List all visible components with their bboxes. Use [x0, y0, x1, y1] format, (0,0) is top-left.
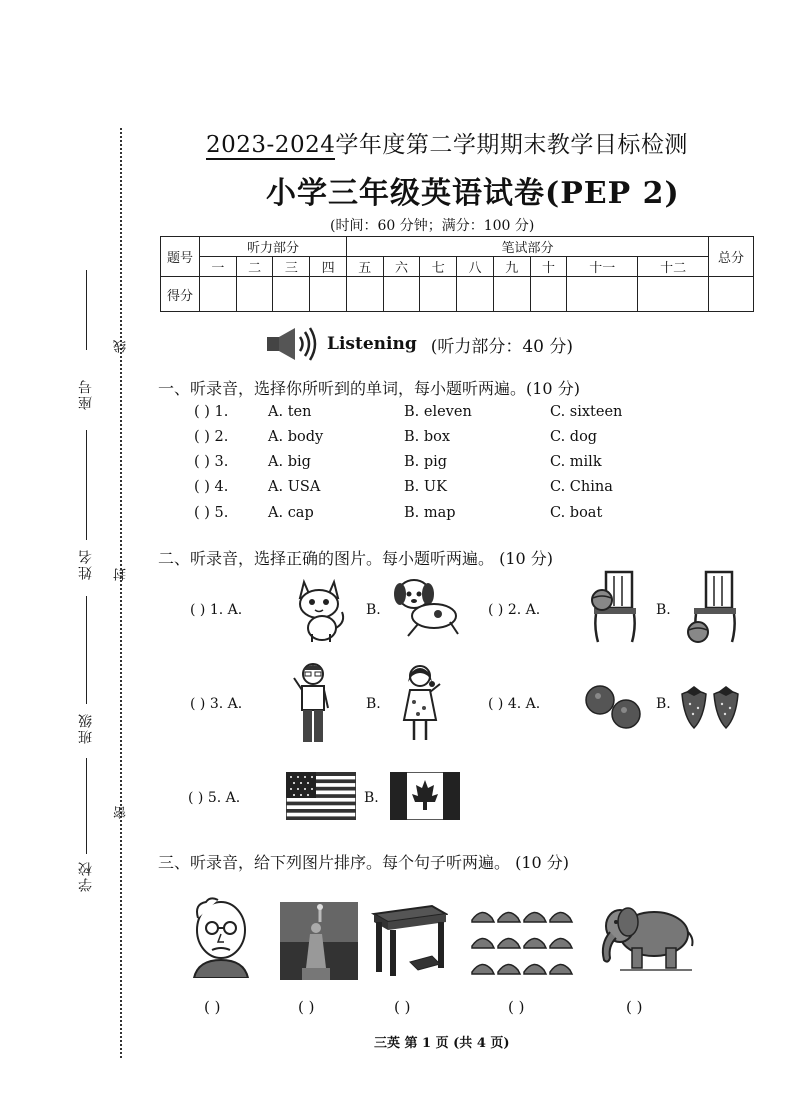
- section2-q3-label: ( ) 3. A.: [190, 696, 243, 712]
- order-blank-5[interactable]: ( ): [626, 998, 643, 1016]
- class-field[interactable]: [86, 596, 87, 704]
- desk-with-book-picture[interactable]: [370, 900, 448, 978]
- order-blank-2[interactable]: ( ): [298, 998, 315, 1016]
- section2-q1-b-label: B.: [366, 602, 381, 618]
- order-blank-1[interactable]: ( ): [204, 998, 221, 1016]
- exam-title-rest: 学年度第二学期期末教学目标检测: [335, 132, 688, 158]
- exam-title-line: [206, 126, 688, 159]
- score-cell[interactable]: [493, 277, 530, 312]
- dog-picture[interactable]: [388, 574, 464, 640]
- boy-picture[interactable]: [290, 660, 336, 746]
- section2-q2-label: ( ) 2. A.: [488, 602, 541, 618]
- listening-banner: [265, 324, 573, 364]
- score-cell[interactable]: [638, 277, 709, 312]
- listening-label: Listening: [327, 334, 417, 354]
- section2-q5-b-label: B.: [364, 790, 379, 806]
- option-c[interactable]: C. China: [550, 479, 613, 495]
- class-label: 班级: [78, 712, 94, 744]
- question-number: ( ) 1.: [194, 404, 229, 420]
- school-year: 2023-2024: [206, 132, 336, 158]
- score-cell[interactable]: [236, 277, 273, 312]
- score-cell[interactable]: [310, 277, 347, 312]
- option-a[interactable]: A. ten: [268, 404, 312, 420]
- option-b[interactable]: B. box: [404, 429, 451, 445]
- statue-of-liberty-picture[interactable]: [280, 902, 358, 980]
- option-b[interactable]: B. eleven: [404, 404, 472, 420]
- grandfather-picture[interactable]: [188, 896, 254, 978]
- score-table: [160, 236, 754, 312]
- seat-number-label: 座号: [78, 378, 94, 410]
- option-a[interactable]: A. USA: [268, 479, 321, 495]
- exam-main-title: 小学三年级英语试卷(PEP 2): [266, 176, 680, 211]
- score-cell[interactable]: [383, 277, 420, 312]
- column-11: 十一: [567, 257, 638, 277]
- question-number: ( ) 5.: [194, 505, 229, 521]
- exam-time-score: (时间：60 分钟；满分：100 分): [330, 218, 535, 234]
- order-blank-3[interactable]: ( ): [394, 998, 411, 1016]
- score-cell[interactable]: [567, 277, 638, 312]
- ball-under-chair-picture[interactable]: [684, 568, 744, 644]
- option-c[interactable]: C. boat: [550, 505, 603, 521]
- score-cell[interactable]: [200, 277, 237, 312]
- column-5: 五: [346, 257, 383, 277]
- column-2: 二: [236, 257, 273, 277]
- canada-flag-picture[interactable]: [390, 772, 460, 820]
- total-score-header: 总分: [709, 237, 754, 277]
- score-cell[interactable]: [273, 277, 310, 312]
- total-score-cell[interactable]: [709, 277, 754, 312]
- option-c[interactable]: C. sixteen: [550, 404, 623, 420]
- girl-picture[interactable]: [400, 662, 446, 746]
- column-4: 四: [310, 257, 347, 277]
- section2-q1-label: ( ) 1. A.: [190, 602, 243, 618]
- speaker-icon: [265, 326, 319, 362]
- option-c[interactable]: C. dog: [550, 429, 598, 445]
- listening-part-header: 听力部分: [200, 237, 347, 257]
- listening-points: (听力部分：40 分): [430, 336, 574, 357]
- name-field[interactable]: [86, 430, 87, 540]
- page-footer: 三英 第 1 页 (共 4 页): [374, 1036, 510, 1051]
- option-a[interactable]: A. big: [268, 454, 311, 470]
- option-b[interactable]: B. map: [404, 505, 456, 521]
- question-number: ( ) 2.: [194, 429, 229, 445]
- seat-number-field[interactable]: [86, 270, 87, 350]
- cat-picture[interactable]: [290, 574, 350, 644]
- column-6: 六: [383, 257, 420, 277]
- usa-flag-picture[interactable]: [286, 772, 356, 820]
- column-8: 八: [457, 257, 494, 277]
- question-number-header: 题号: [161, 237, 200, 277]
- option-a[interactable]: A. body: [268, 429, 324, 445]
- section2-q2-b-label: B.: [656, 602, 671, 618]
- score-cell[interactable]: [420, 277, 457, 312]
- column-7: 七: [420, 257, 457, 277]
- school-label: 学校: [78, 860, 94, 892]
- option-b[interactable]: B. UK: [404, 479, 447, 495]
- column-12: 十二: [638, 257, 709, 277]
- score-row-label: 得分: [161, 277, 200, 312]
- option-b[interactable]: B. pig: [404, 454, 448, 470]
- score-cell[interactable]: [457, 277, 494, 312]
- seal-mark-seal: 封: [114, 568, 129, 581]
- column-3: 三: [273, 257, 310, 277]
- strawberries-picture[interactable]: [678, 684, 744, 730]
- section3-title: 三、听录音，给下列图片排序。每个句子听两遍。 (10 分): [158, 853, 570, 872]
- question-number: ( ) 3.: [194, 454, 229, 470]
- section2-q5-label: ( ) 5. A.: [188, 790, 241, 806]
- seal-mark-line: 线: [114, 340, 129, 353]
- caps-picture[interactable]: [468, 904, 578, 978]
- oranges-picture[interactable]: [584, 684, 644, 730]
- score-cell[interactable]: [346, 277, 383, 312]
- school-field[interactable]: [86, 758, 87, 854]
- option-a[interactable]: A. cap: [268, 505, 314, 521]
- written-part-header: 笔试部分: [346, 237, 708, 257]
- column-10: 十: [530, 257, 567, 277]
- ball-on-chair-picture[interactable]: [584, 568, 644, 644]
- section2-q3-b-label: B.: [366, 696, 381, 712]
- section2-title: 二、听录音，选择正确的图片。每小题听两遍。 (10 分): [158, 549, 554, 568]
- section2-q4-label: ( ) 4. A.: [488, 696, 541, 712]
- seal-mark-secret: 密: [114, 806, 129, 819]
- binding-dotted-line: [120, 128, 122, 1058]
- section1-title: 一、听录音，选择你所听到的单词，每小题听两遍。(10 分): [158, 379, 580, 398]
- order-blank-4[interactable]: ( ): [508, 998, 525, 1016]
- question-number: ( ) 4.: [194, 479, 229, 495]
- column-1: 一: [200, 257, 237, 277]
- score-cell[interactable]: [530, 277, 567, 312]
- column-9: 九: [493, 257, 530, 277]
- name-label: 姓名: [78, 548, 94, 580]
- section2-q4-b-label: B.: [656, 696, 671, 712]
- elephant-picture[interactable]: [596, 904, 696, 974]
- option-c[interactable]: C. milk: [550, 454, 602, 470]
